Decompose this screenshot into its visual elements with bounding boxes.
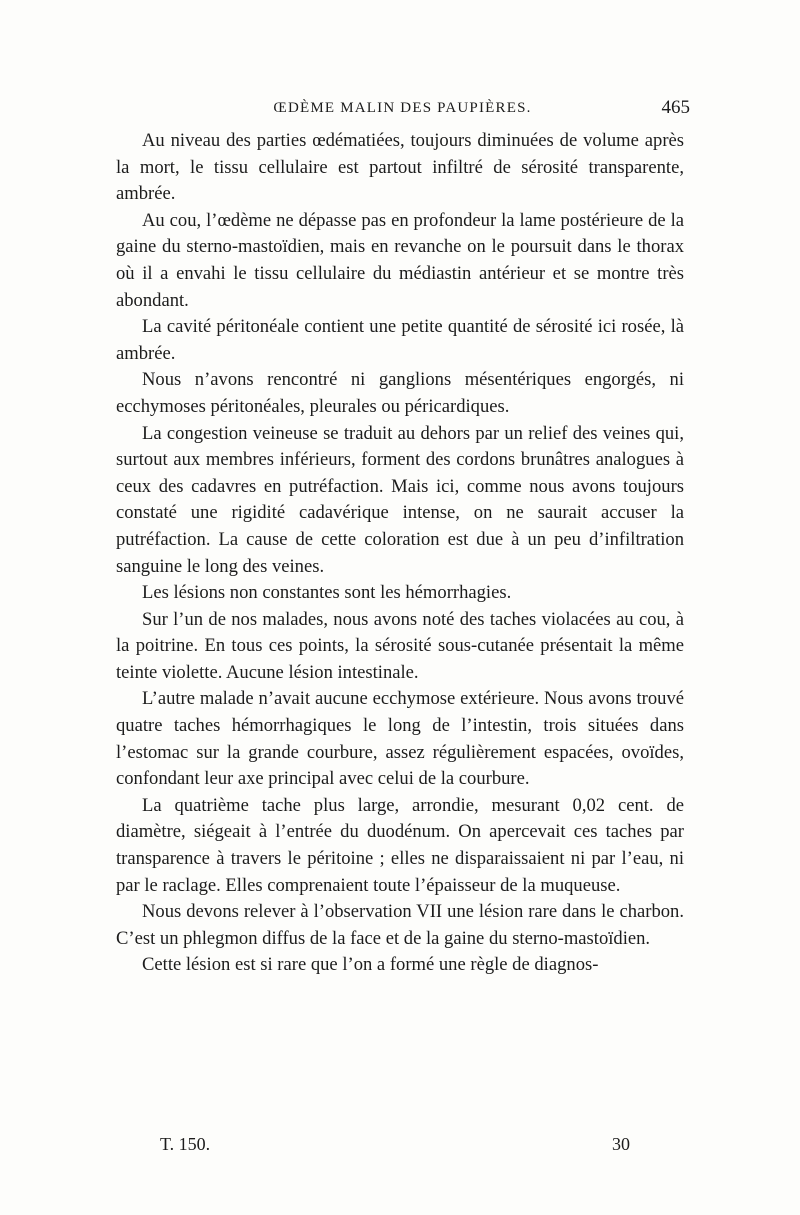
paragraph: Les lésions non constantes sont les hémorrhagies. [142, 582, 512, 604]
paragraph: Au cou, l’œdème ne dépasse pas en profondeur la lame postérieure de la gaine du sterno-mastoïdien, mais en revanche on le poursuit dans le thorax où il a envahi le tissu cellulaire du médiastin antérieur et se montre très abondant. [116, 209, 684, 311]
running-title: ŒDÈME MALIN DES PAUPIÈRES. [273, 100, 532, 116]
sheet-number: 30 [612, 1134, 630, 1154]
paragraph: Sur l’un de nos malades, nous avons noté des taches violacées au cou, à la poitrine. En tous ces points, la sérosité sous-cutanée présentait la même teinte violette. Aucune lésion intestinale. [116, 608, 684, 683]
signature-mark: T. 150. [160, 1134, 211, 1154]
page-number: 465 [661, 97, 690, 118]
paragraph: Nous devons relever à l’observation VII une lésion rare dans le charbon. C’est un phlegmon diffus de la face et de la gaine du sterno-mastoïdien. [116, 901, 684, 949]
paragraph: La quatrième tache plus large, arrondie, mesurant 0,02 cent. de diamètre, siégeait à l’entrée du duodénum. On apercevait ces taches par transparence à travers le péritoine ; elles ne disparaissaient ni par l’eau, ni par le raclage. Elles comprenaient toute l’épaisseur de la muqueuse. [116, 794, 684, 896]
paragraph: Au niveau des parties œdématiées, toujours diminuées de volume après la mort, le tissu cellulaire est partout infiltré de sérosité transparente, ambrée. [116, 130, 684, 205]
body-text [116, 128, 684, 979]
paragraph: Cette lésion est si rare que l’on a formé une règle de diagnos- [142, 954, 599, 976]
paragraph: Nous n’avons rencontré ni ganglions mésentériques engorgés, ni ecchymoses péritonéales, pleurales ou péricardiques. [116, 369, 684, 417]
page-footer [160, 1134, 640, 1160]
paragraph: La congestion veineuse se traduit au dehors par un relief des veines qui, surtout aux membres inférieurs, forment des cordons brunâtres analogues à ceux des cadavres en putréfaction. Mais ici, comme nous avons toujours constaté une rigidité cadavérique intense, on ne saurait accuser la putréfaction. La cause de cette coloration est due à un peu d’infiltration sanguine le long des veines. [116, 422, 684, 577]
paragraph: La cavité péritonéale contient une petite quantité de sérosité ici rosée, là ambrée. [116, 316, 684, 364]
running-head [115, 97, 690, 121]
paragraph: L’autre malade n’avait aucune ecchymose extérieure. Nous avons trouvé quatre taches hémorrhagiques le long de l’intestin, trois situées dans l’estomac sur la grande courbure, assez régulièrement espacées, ovoïdes, confondant leur axe principal avec celui de la courbure. [116, 688, 684, 790]
